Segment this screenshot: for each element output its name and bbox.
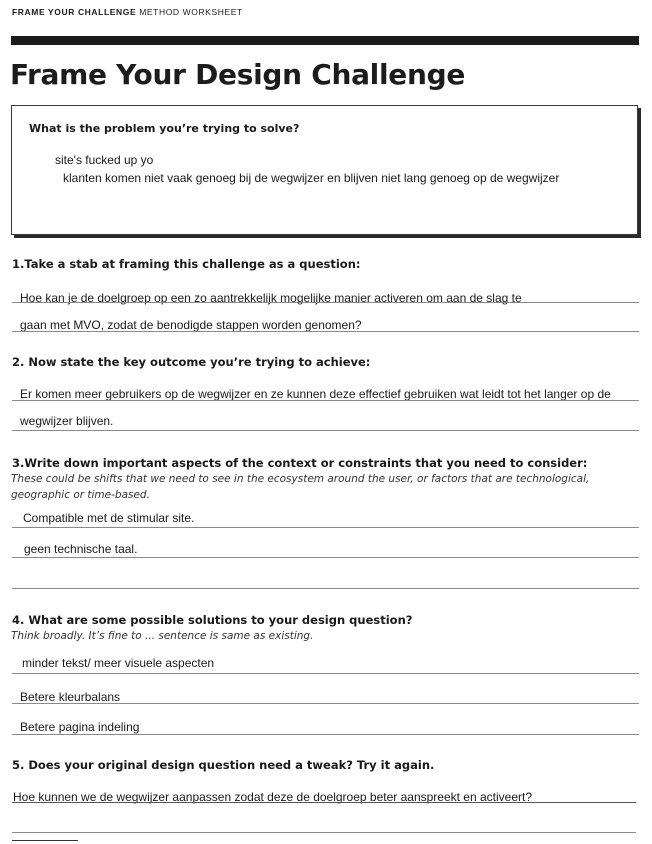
q1-answer-line-2[interactable]: gaan met MVO, zodat de benodigde stappen worden genomen? — [20, 318, 362, 332]
question-4: 4. What are some possible solutions to your design question? — [12, 613, 413, 627]
problem-box — [11, 105, 638, 235]
q5-answer-rule-2 — [12, 832, 636, 833]
q4-answer-rule-2 — [12, 703, 639, 704]
footer-rule — [12, 840, 78, 841]
q4-answer-rule-3 — [12, 734, 639, 735]
q3-answer-line-1[interactable]: Compatible met de stimular site. — [23, 511, 195, 525]
question-3-hint: These could be shifts that we need to see in the ecosystem around the user, or factors that are technological, geographic or time-based. — [11, 473, 590, 501]
question-2: 2. Now state the key outcome you’re trying to achieve: — [12, 355, 371, 369]
q3-answer-rule-2 — [12, 557, 639, 558]
header-title-rest: METHOD WORKSHEET — [139, 7, 243, 17]
header-bar — [11, 36, 639, 45]
q2-answer-rule-2 — [12, 430, 639, 431]
question-4-hint: Think broadly. It’s fine to ... sentence is same as existing. — [11, 630, 314, 642]
problem-answer-line-2[interactable]: klanten komen niet vaak genoeg bij de wegwijzer en blijven niet lang genoeg op de wegwijzer — [63, 171, 560, 185]
q4-answer-line-1[interactable]: minder tekst/ meer visuele aspecten — [22, 656, 215, 670]
q3-answer-rule-3 — [12, 588, 639, 589]
problem-question: What is the problem you’re trying to solve? — [29, 122, 300, 135]
question-1: 1.Take a stab at framing this challenge as a question: — [12, 257, 361, 271]
q2-answer-rule-1 — [12, 400, 639, 401]
q3-answer-line-2[interactable]: geen technische taal. — [24, 542, 138, 556]
q1-answer-line-1[interactable]: Hoe kan je de doelgroep op een zo aantrekkelijk mogelijke manier activeren om aan de slag te — [20, 291, 522, 305]
q1-answer-rule-1 — [12, 302, 639, 303]
q5-answer-line-1[interactable]: Hoe kunnen we de wegwijzer aanpassen zodat deze de doelgroep beter aanspreekt en activeert? — [13, 790, 533, 804]
q3-answer-rule-1 — [12, 527, 639, 528]
q4-answer-line-2[interactable]: Betere kleurbalans — [20, 690, 121, 704]
question-3: 3.Write down important aspects of the context or constraints that you need to consider: — [12, 456, 588, 470]
q1-answer-rule-2 — [12, 331, 639, 332]
q2-answer-line-1[interactable]: Er komen meer gebruikers op de wegwijzer en ze kunnen deze effectief gebruiken wat leidt tot het langer op de — [20, 387, 611, 401]
q4-answer-line-3[interactable]: Betere pagina indeling — [20, 720, 140, 734]
page-title: Frame Your Design Challenge — [10, 58, 466, 91]
question-5: 5. Does your original design question need a tweak? Try it again. — [12, 758, 435, 772]
q2-answer-line-2[interactable]: wegwijzer blijven. — [20, 414, 114, 428]
q5-answer-rule-1 — [12, 802, 636, 803]
q4-answer-rule-1 — [12, 673, 639, 674]
header-title-bold: FRAME YOUR CHALLENGE — [12, 7, 137, 17]
problem-answer-line-1[interactable]: site's fucked up yo — [55, 153, 154, 167]
worksheet-header — [12, 7, 243, 17]
